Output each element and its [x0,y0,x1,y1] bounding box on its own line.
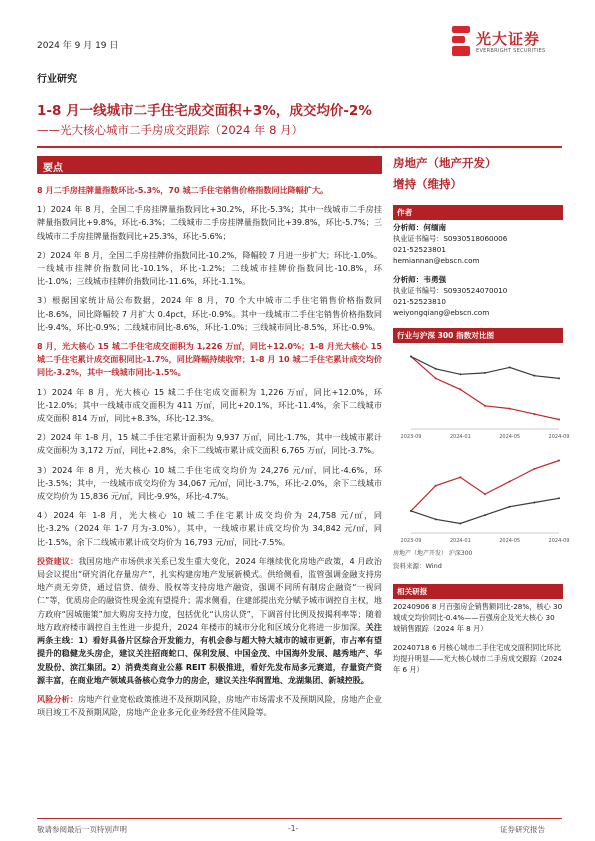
footer-doc-type: 证券研究报告 [500,825,545,834]
series-point [533,375,535,377]
series-point [509,408,511,410]
x-tick-label: 2024-05 [499,538,521,544]
analyst-cert: 执业证书编号：S0930518060006 [393,234,508,243]
chart-source: 资料来源：Wind [393,562,442,570]
series-line-1 [411,498,559,523]
header-divider [37,146,562,148]
analyst-phone: 021-52523810 [393,297,446,306]
series-point [558,459,560,461]
logo-text: 光大证券 [476,30,541,48]
authors-header: 作者 [393,205,563,220]
chart-legend: 房地产（地产开发） 沪深300 [393,550,473,557]
x-tick-label: 2023-09 [400,538,422,544]
comparison-chart [393,343,570,548]
series-point [533,468,535,470]
series-point [435,377,437,379]
report-category: 行业研究 [37,74,77,85]
series-point [435,368,437,370]
related-report[interactable]: 20240718 6 月核心城市二手住宅成交面积同比环比均提升明显——光大核心城市二手房成交跟踪（2024 年 6 月） [393,643,563,674]
investment-label: 投资建议： [37,555,79,566]
series-point [533,413,535,415]
logo-mark-icon [452,26,470,56]
report-date: 2024 年 9 月 19 日 [37,41,119,51]
body-paragraph: 3）2024 年 8 月，光大核心 10 城二手住宅成交均价为 24,276 元/㎡，同比-4.6%，环比-3.5%；其中，一线城市成交均价为 34,067 元/㎡，同比-3.7%，环比-2.0%，余下二线城市成交均价为 15,836 元/㎡，同比-9.9%，环比-4.7%。 [37,464,382,502]
series-point [533,502,535,504]
analyst-phone: 021-52523801 [393,245,446,254]
series-point [484,514,486,516]
analyst-label: 分析师： [393,223,424,232]
x-tick-label: 2023-09 [400,434,422,440]
rating-sector: 房地产（地产开发） [393,156,497,170]
investment-advice [37,555,382,687]
series-point [558,497,560,499]
series-point [509,480,511,482]
comparison-chart-svg [393,343,570,548]
analyst-block [393,222,563,266]
series-point [558,377,560,379]
report-subtitle: ——光大核心城市二手房成交跟踪（2024 年 8 月） [37,123,304,137]
series-line-1 [411,357,559,379]
risk-text: 房地产行业宽松政策推进不及预期风险，房地产市场需求不及预期风险，房地产企业项目竣工不及预期风险，房地产企业多元化业务经营不佳风险等。 [37,693,382,718]
series-line-0 [411,461,559,511]
analyst-name: 何缅南 [423,223,447,232]
series-point [459,373,461,375]
report-title: 1-8 月一线城市二手住宅成交面积+3%，成交均价-2% [37,103,372,119]
body-paragraph: 3）根据国家统计局公布数据，2024 年 8 月，70 个大中城市二手住宅销售价格指数同比-8.6%，同比降幅较 7 月扩大 0.4pct，环比-0.9%。其中一线城市二手住宅销售价格指数同比-9.4%，环比-0.9%；二线城市同比-8.6%，环比-1.0%；三线城市同比-8.5%，环比-0.9%。 [37,295,382,332]
risk-analysis [37,693,382,719]
series-point [484,493,486,495]
x-tick-label: 2024-05 [499,434,521,440]
related-report[interactable]: 20240906 8 月百强房企销售额同比-28%，核心 30 城成交均价同比-0.4%——百强房企及光大核心 30 城销售跟踪（2024 年 8 月） [393,602,563,633]
main-body [37,184,382,725]
series-point [459,523,461,525]
series-point [435,485,437,487]
series-point [410,510,412,512]
series-point [509,506,511,508]
body-paragraph: 2）2024 年 1-8 月，15 城二手住宅累计面积为 9,937 万㎡，同比-1.7%，其中一线城市累计成交面积为 3,172 万㎡，同比+2.8%，余下二线城市累计成交面积 6,765 万㎡，同比-3.7%。 [37,432,382,456]
series-point [459,476,461,478]
company-logo [452,26,562,66]
series-point [509,366,511,368]
key-points-title: 要点 [43,163,63,174]
series-point [410,355,412,357]
highlight-paragraph: 8 月二手房挂牌量指数环比-5.3%，70 城二手住宅销售价格指数同比降幅扩大。 [37,185,329,195]
analyst-label: 分析师： [393,275,424,284]
x-tick-label: 2024-01 [449,538,471,544]
body-paragraph: 4）2024 年 1-8 月，光大核心 10 城二手住宅累计成交均价为 24,758 元/㎡，同比-3.2%（2024 年 1-7 月为-3.0%），其中，一线城市累计成交均价为 34,842 元/㎡，同比-1.5%，余下二线城市累计成交均价为 16,793 元/㎡，同比-7.5%。 [37,510,382,547]
body-paragraph: 2）2024 年 8 月，全国二手房挂牌价指数同比-10.2%，降幅较 7 月进一步扩大；环比-1.0%。一线城市挂牌价指数同比-10.1%，环比-1.2%；二线城市挂牌价指数同比-10.8%，环比-1.0%；三线城市挂牌价指数同比-11.6%，环比-1.1%。 [37,249,382,287]
body-paragraph: 1）2024 年 8 月，全国二手房挂牌量指数同比+30.2%，环比-5.3%；其中一线城市二手房挂牌量指数同比+9.8%，环比-6.3%；二线城市二手房挂牌量指数同比+39.8%，环比-5.7%；三线城市二手房挂牌量指数同比+25.3%，环比-5.6%； [37,204,382,241]
analyst-email[interactable]: hemiannan@ebscn.com [393,256,480,265]
analyst-email[interactable]: weiyongqiang@ebscn.com [393,308,490,317]
x-tick-label: 2024-09 [548,434,570,440]
related-header: 相关研报 [393,584,563,599]
analyst-cert: 执业证书编号：S0930524070010 [393,286,508,295]
x-tick-label: 2024-01 [449,434,471,440]
key-points-header [37,156,382,174]
x-tick-label: 2024-09 [548,538,570,544]
series-point [484,405,486,407]
body-paragraph: 1）2024 年 8 月，光大核心 15 城二手住宅成交面积为 1,226 万㎡，同比+12.0%，环比-12.0%；其中一线城市成交面积为 411 万㎡，同比+20.1%，环比-11.4%，余下二线城市成交面积 814 万㎡，同比+8.3%，环比-12.3%。 [37,386,382,424]
footer-disclaimer: 敬请参阅最后一页特别声明 [37,825,127,834]
chart-header: 行业与沪深 300 指数对比图 [393,328,563,343]
series-point [558,419,560,421]
series-line-0 [411,357,559,420]
analyst-name: 韦勇强 [423,275,447,284]
series-point [435,518,437,520]
investment-main-lines: 关注两条主线：1）看好具备片区综合开发能力，有机会参与超大特大城市的城市更新，市占率有望提升的稳健龙头房企，建议关注招商蛇口、保利发展、中国金茂、中国海外发展、越秀地产、华发股份、滨江集团。2）消费类商业公募 REIT 积极推进，看好先发布局多元赛道，存量资产资源丰富，在商业地产领域具备核心竞争力的房企，建议关注华润置地、龙湖集团、新城控股。 [37,621,382,685]
analyst-block [393,274,563,318]
series-point [459,388,461,390]
risk-label: 风险分析： [37,693,79,704]
highlight-paragraph: 8 月，光大核心 15 城二手住宅成交面积为 1,226 万㎡，同比+12.0%；1-8 月光大核心 15 城二手住宅累计成交面积同比-1.7%，同比降幅持续收窄；1-8 月 10 城二手住宅累计成交均价同比-3.2%，其中一线城市同比-1.5%。 [37,341,382,378]
page-number: -1- [288,824,299,833]
investment-text: 我国房地产市场供求关系已发生重大变化，2024 年继续优化房地产政策，4 月政治局会议提出“研究消化存量房产”，扎实构建房地产发展新模式。供给侧看，监管强调金融支持房地产责无旁贷，通过信贷、债券、股权等支持房地产融资，强调不同所有制房企融资“一视同仁”等，优质房企的融资性现金流有望提升；需求侧看，住建部提出充分赋予城市调控自主权，地方政府“因城施策”加大购房支持力度，包括优化“认房认贷”，下调首付比例及按揭利率等；随着地方政府楼市调控自主性进一步提升，2024 年楼市的城市分化和区域分化将进一步加深。 [37,555,382,632]
footer-divider [37,818,562,819]
logo-subtext: EVERBRIGHT SECURITIES [476,48,546,54]
rating-value: 增持（维持） [393,177,462,191]
series-point [484,372,486,374]
sidebar [393,155,570,683]
